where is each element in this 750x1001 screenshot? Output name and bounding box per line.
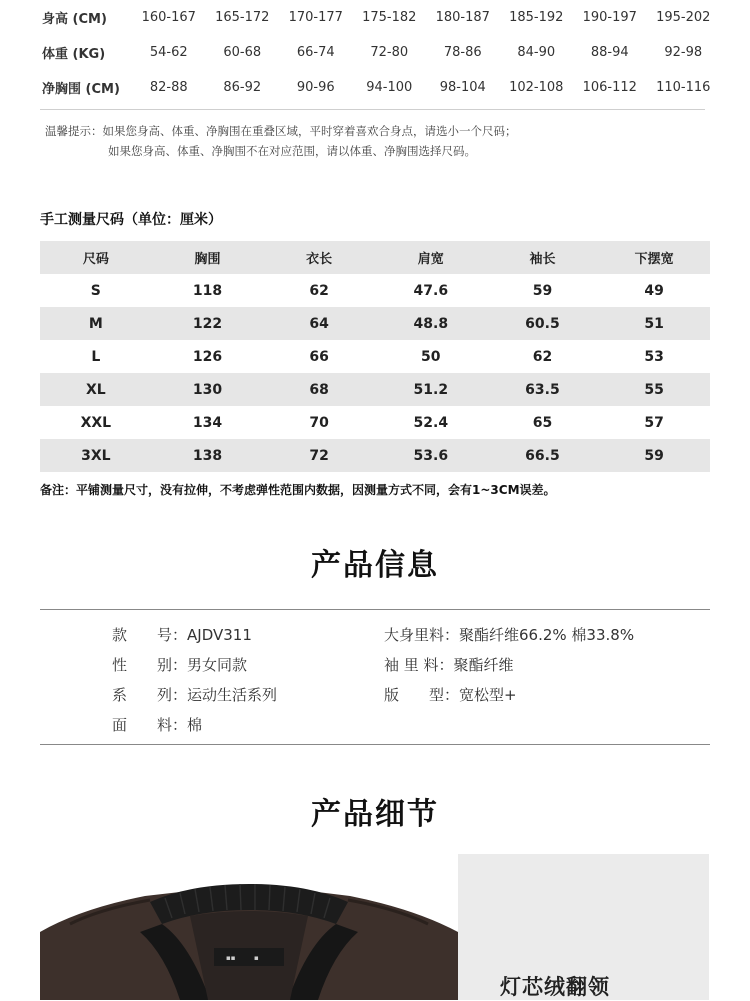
measurement-cell: 70 <box>309 414 329 431</box>
series-field <box>112 684 277 705</box>
fabric-value: 聚酯纤维66.2% 棉33.8% <box>459 626 635 644</box>
measurement-row <box>40 340 710 373</box>
product-info-title: 产品信息 <box>311 548 439 583</box>
measurement-header-row <box>40 241 710 274</box>
size-reference-row <box>30 35 720 70</box>
size-reference-cell: 66-74 <box>296 45 335 60</box>
svg-text:▪▪: ▪▪ <box>226 954 236 962</box>
measurement-cell: 122 <box>152 307 264 340</box>
fabric-field <box>384 624 634 645</box>
size-reference-cell: 195-202 <box>656 10 711 25</box>
measurement-header-cell: 衣长 <box>263 241 375 274</box>
size-reference-cell: 86-92 <box>223 80 262 95</box>
size-reference-cell: 82-88 <box>149 80 188 95</box>
measurement-cell: 50 <box>421 348 441 365</box>
measurement-table <box>40 241 710 472</box>
measurement-cell: 63.5 <box>487 373 599 406</box>
detail-caption: 灯芯绒翻领 <box>500 975 610 999</box>
measurement-row <box>40 373 710 406</box>
measurement-cell: 55 <box>598 373 710 406</box>
size-reference-cell: 60-68 <box>223 45 262 60</box>
measurement-cell: 48.8 <box>375 307 487 340</box>
size-reference-table <box>30 0 720 105</box>
series-label: 系 列： <box>112 686 188 704</box>
size-reference-row <box>30 70 720 105</box>
size-reference-cell: 98-104 <box>439 80 486 95</box>
measurement-cell: 53.6 <box>375 439 487 472</box>
size-reference-cell: 54-62 <box>149 45 188 60</box>
measurement-cell: 59 <box>532 282 553 299</box>
size-reference-cell: 110-116 <box>656 80 711 95</box>
measurement-cell: 64 <box>263 307 375 340</box>
measurement-cell: XXL <box>80 414 112 431</box>
style-number-value: AJDV311 <box>187 626 252 644</box>
size-reference-cell: 190-197 <box>582 10 637 25</box>
measurement-row <box>40 274 710 307</box>
measurement-cell: 134 <box>192 414 223 431</box>
size-reference-cell: 72-80 <box>370 45 409 60</box>
measurement-cell: 53 <box>644 348 664 365</box>
surface-value: 棉 <box>187 716 203 734</box>
sleeve-lining-value: 聚酯纤维 <box>453 656 514 674</box>
size-reference-cell: 185-192 <box>509 10 564 25</box>
size-reference-cell: 102-108 <box>509 80 564 95</box>
gender-label: 性 别： <box>112 656 188 674</box>
measurement-header-cell: 尺码 <box>40 241 152 274</box>
measurement-cell: 59 <box>598 439 710 472</box>
measurement-note: 备注：平铺测量尺寸，没有拉伸，不考虑弹性范围内数据，因测量方式不同，会有1~3CM误差。 <box>40 483 556 497</box>
measurement-row <box>40 307 710 340</box>
measurement-cell: 72 <box>263 439 375 472</box>
size-reference-cell: 180-187 <box>435 10 490 25</box>
measurement-row <box>40 406 710 439</box>
fit-field <box>384 684 517 705</box>
size-reference-label: 净胸围 (CM) <box>42 82 120 97</box>
info-bottom-divider <box>40 744 710 745</box>
measurement-header-cell: 下摆宽 <box>598 241 710 274</box>
surface-field <box>112 714 202 735</box>
measurement-cell: 47.6 <box>413 282 449 299</box>
style-number-label: 款 号： <box>112 626 188 644</box>
measurement-cell: 68 <box>263 373 375 406</box>
measurement-cell: 51.2 <box>375 373 487 406</box>
measurement-cell: 126 <box>192 348 223 365</box>
size-reference-cell: 160-167 <box>141 10 196 25</box>
jacket-collar-photo <box>40 854 458 1000</box>
jacket-illustration <box>40 854 458 1000</box>
measurement-cell: S <box>90 282 101 299</box>
tip-line-2: 如果您身高、体重、净胸围不在对应范围，请以体重、净胸围选择尺码。 <box>108 144 476 158</box>
measurement-cell: 130 <box>152 373 264 406</box>
sleeve-lining-label: 袖 里 料： <box>384 656 454 674</box>
measurement-cell: 51 <box>598 307 710 340</box>
measurement-cell: 66 <box>309 348 329 365</box>
tip-line-1: 温馨提示：如果您身高、体重、净胸围在重叠区域，平时穿着喜欢合身点，请选小一个尺码； <box>45 124 517 138</box>
measurement-cell: 62 <box>532 348 553 365</box>
fit-value: 宽松型+ <box>459 686 517 704</box>
sleeve-lining-field <box>384 654 514 675</box>
measurement-header-cell: 袖长 <box>487 241 599 274</box>
measurement-header-cell: 胸围 <box>152 241 264 274</box>
gender-value: 男女同款 <box>187 656 248 674</box>
size-reference-cell: 78-86 <box>443 45 482 60</box>
divider <box>40 109 705 110</box>
size-reference-label: 身高 (CM) <box>42 12 107 27</box>
size-reference-label: 体重 (KG) <box>42 47 106 62</box>
detail-caption-panel <box>458 854 709 1000</box>
product-detail-title: 产品细节 <box>311 797 439 832</box>
size-reference-row <box>30 0 720 35</box>
measurement-cell: 3XL <box>40 439 152 472</box>
measurement-cell: 65 <box>532 414 553 431</box>
measurement-cell: 60.5 <box>487 307 599 340</box>
size-reference-cell: 165-172 <box>215 10 270 25</box>
fabric-label: 大身里料： <box>384 626 460 644</box>
measurement-cell: 118 <box>192 282 223 299</box>
measurement-header-cell: 肩宽 <box>375 241 487 274</box>
measurement-cell: XL <box>40 373 152 406</box>
measurement-title: 手工测量尺码（单位：厘米） <box>40 212 222 228</box>
svg-text:▪: ▪ <box>254 954 259 962</box>
measurement-cell: 57 <box>644 414 664 431</box>
info-top-divider <box>40 609 710 610</box>
size-reference-cell: 84-90 <box>517 45 556 60</box>
measurement-cell: 62 <box>309 282 329 299</box>
size-reference-cell: 106-112 <box>582 80 637 95</box>
size-reference-cell: 90-96 <box>296 80 335 95</box>
size-tips <box>45 121 517 161</box>
size-reference-cell: 170-177 <box>288 10 343 25</box>
gender-field <box>112 654 247 675</box>
size-reference-cell: 92-98 <box>664 45 703 60</box>
size-reference-cell: 175-182 <box>362 10 417 25</box>
surface-label: 面 料： <box>112 716 188 734</box>
style-number-field <box>112 624 252 645</box>
measurement-cell: 52.4 <box>413 414 449 431</box>
measurement-row <box>40 439 710 472</box>
measurement-cell: L <box>91 348 101 365</box>
measurement-cell: 49 <box>644 282 664 299</box>
series-value: 运动生活系列 <box>187 686 278 704</box>
size-reference-cell: 88-94 <box>590 45 629 60</box>
measurement-cell: 138 <box>152 439 264 472</box>
measurement-cell: 66.5 <box>487 439 599 472</box>
fit-label: 版 型： <box>384 686 460 704</box>
measurement-cell: M <box>40 307 152 340</box>
size-reference-cell: 94-100 <box>366 80 413 95</box>
